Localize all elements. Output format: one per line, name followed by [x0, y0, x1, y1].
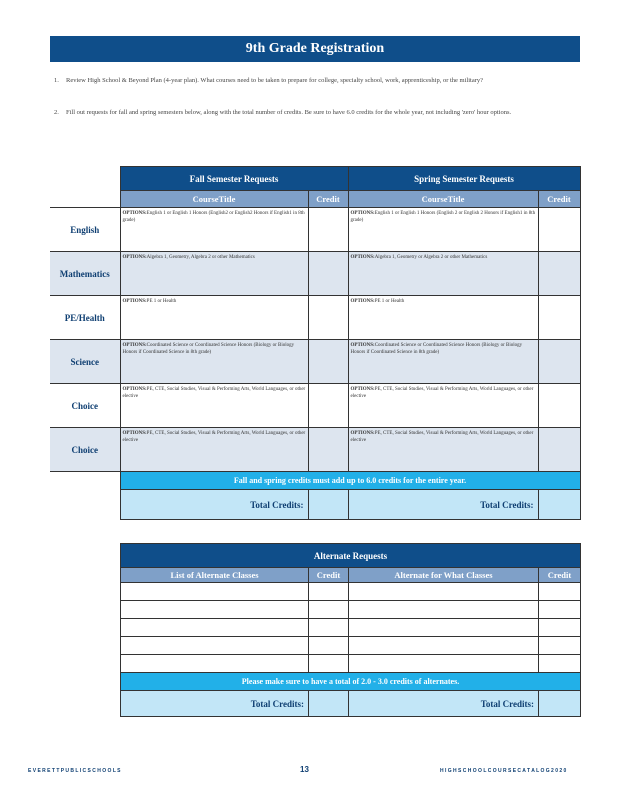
alternate-credit-header: Credit — [309, 568, 349, 583]
fall-credit-cell[interactable] — [308, 208, 348, 252]
instruction-1-text: Review High School & Beyond Plan (4-year plan). What courses need to be taken to prepare for college, specialty school, work, apprenticeship, or the military? — [66, 77, 484, 84]
spring-credit-cell[interactable] — [538, 384, 580, 428]
spring-course-cell[interactable]: OPTIONS:PE 1 or Health — [348, 296, 538, 340]
alternate-for-credit-cell[interactable] — [539, 619, 581, 637]
fall-credit-cell[interactable] — [308, 384, 348, 428]
spring-course-cell[interactable]: OPTIONS:Algebra 1, Geometry or Algebra 2 or other Mathematics — [348, 252, 538, 296]
alternate-class-cell[interactable] — [121, 619, 309, 637]
fall-credit-cell[interactable] — [308, 296, 348, 340]
spring-credit-cell[interactable] — [538, 340, 580, 384]
spring-course-title-header: CourseTitle — [348, 191, 538, 208]
spring-credit-cell[interactable] — [538, 252, 580, 296]
alternate-for-cell[interactable] — [349, 619, 539, 637]
fall-course-cell[interactable]: OPTIONS:Algebra 1, Geometry, Algebra 2 or other Mathematics — [120, 252, 308, 296]
spring-credit-cell[interactable] — [538, 428, 580, 472]
fall-total-credits-label: Total Credits: — [120, 490, 308, 520]
alternate-for-header: Alternate for What Classes — [349, 568, 539, 583]
fall-semester-header: Fall Semester Requests — [120, 167, 348, 191]
alternate-for-credit-cell[interactable] — [539, 655, 581, 673]
requests-table — [50, 166, 581, 520]
alternate-class-cell[interactable] — [121, 655, 309, 673]
fall-credit-cell[interactable] — [308, 252, 348, 296]
fall-credit-cell[interactable] — [308, 428, 348, 472]
row-label: Choice — [50, 384, 120, 428]
alternate-credit-cell[interactable] — [309, 583, 349, 601]
fall-credit-cell[interactable] — [308, 340, 348, 384]
alternate-credit-cell[interactable] — [309, 619, 349, 637]
spring-total-credits-label: Total Credits: — [348, 490, 538, 520]
table-row — [121, 583, 581, 601]
alternate-for-total-credits-field[interactable] — [539, 691, 581, 717]
alternate-list-header: List of Alternate Classes — [121, 568, 309, 583]
table-row — [121, 655, 581, 673]
alternates-table — [120, 543, 581, 717]
alternate-credit-cell[interactable] — [309, 655, 349, 673]
instruction-2: 2. Fill out requests for fall and spring semesters below, along with the total number of credits. Be sure to have 6.0 credits for the whole year, not including 'zero' hour options. — [54, 109, 512, 116]
alternate-total-credits-label: Total Credits: — [121, 691, 309, 717]
table-row — [50, 340, 580, 384]
alternate-for-cell[interactable] — [349, 601, 539, 619]
alternate-requests-header: Alternate Requests — [121, 544, 581, 568]
spring-credit-header: Credit — [538, 191, 580, 208]
spring-course-cell[interactable]: OPTIONS:Coordinated Science or Coordinated Science Honors (Biology or Biology Honors if Coordinated Science in 8th grade) — [348, 340, 538, 384]
spring-credit-cell[interactable] — [538, 208, 580, 252]
alternate-for-credit-cell[interactable] — [539, 601, 581, 619]
row-label: Choice — [50, 428, 120, 472]
page-title: 9th Grade Registration — [50, 36, 580, 62]
alternates-note: Please make sure to have a total of 2.0 - 3.0 credits of alternates. — [121, 673, 581, 691]
footer-catalog: H I G H S C H O O L C O U R S E C A T A L O G 2 0 2 0 — [440, 768, 567, 774]
alternate-class-cell[interactable] — [121, 601, 309, 619]
alternate-credit-cell[interactable] — [309, 637, 349, 655]
fall-course-cell[interactable]: OPTIONS:PE 1 or Health — [120, 296, 308, 340]
alternate-for-cell[interactable] — [349, 655, 539, 673]
fall-course-cell[interactable]: OPTIONS:Coordinated Science or Coordinated Science Honors (Biology or Biology Honors if Coordinated Science in 8th grade) — [120, 340, 308, 384]
alternate-for-cell[interactable] — [349, 583, 539, 601]
table-row — [50, 428, 580, 472]
alternate-total-credits-field[interactable] — [309, 691, 349, 717]
table-row — [121, 637, 581, 655]
spring-course-cell[interactable]: OPTIONS:PE, CTE, Social Studies, Visual & Performing Arts, World Languages, or other elective — [348, 428, 538, 472]
fall-course-title-header: CourseTitle — [120, 191, 308, 208]
fall-credit-header: Credit — [308, 191, 348, 208]
alternate-for-credit-header: Credit — [539, 568, 581, 583]
table-row — [121, 619, 581, 637]
row-label: Science — [50, 340, 120, 384]
alternate-for-cell[interactable] — [349, 637, 539, 655]
alternate-class-cell[interactable] — [121, 637, 309, 655]
fall-total-credits-field[interactable] — [308, 490, 348, 520]
fall-course-cell[interactable]: OPTIONS:PE, CTE, Social Studies, Visual & Performing Arts, World Languages, or other elective — [120, 384, 308, 428]
spring-course-cell[interactable]: OPTIONS:English 1 or English 1 Honors (English 2 or English 2 Honors if English1 in 8th grade) — [348, 208, 538, 252]
table-row — [50, 384, 580, 428]
row-label: PE/Health — [50, 296, 120, 340]
table-row — [50, 208, 580, 252]
spring-total-credits-field[interactable] — [538, 490, 580, 520]
page-number: 13 — [300, 765, 309, 774]
spring-credit-cell[interactable] — [538, 296, 580, 340]
fall-course-cell[interactable]: OPTIONS:PE, CTE, Social Studies, Visual & Performing Arts, World Languages, or other elective — [120, 428, 308, 472]
row-label: English — [50, 208, 120, 252]
alternate-credit-cell[interactable] — [309, 601, 349, 619]
credits-note: Fall and spring credits must add up to 6.0 credits for the entire year. — [120, 472, 580, 490]
table-row — [50, 296, 580, 340]
row-label: Mathematics — [50, 252, 120, 296]
alternate-for-total-credits-label: Total Credits: — [349, 691, 539, 717]
table-row — [121, 601, 581, 619]
spring-course-cell[interactable]: OPTIONS:PE, CTE, Social Studies, Visual & Performing Arts, World Languages, or other elective — [348, 384, 538, 428]
alternate-class-cell[interactable] — [121, 583, 309, 601]
instruction-1: 1. Review High School & Beyond Plan (4-year plan). What courses need to be taken to prepare for college, specialty school, work, apprenticeship, or the military? — [54, 77, 484, 84]
spring-semester-header: Spring Semester Requests — [348, 167, 580, 191]
fall-course-cell[interactable]: OPTIONS:English 1 or English 1 Honors (English2 or English2 Honors if English1 in 8th grade) — [120, 208, 308, 252]
table-row — [50, 252, 580, 296]
footer-district: E V E R E T T P U B L I C S C H O O L S — [28, 768, 121, 774]
alternate-for-credit-cell[interactable] — [539, 583, 581, 601]
instruction-2-text: Fill out requests for fall and spring semesters below, along with the total number of credits. Be sure to have 6.0 credits for the whole year, not including 'zero' hour options. — [66, 109, 512, 116]
alternate-for-credit-cell[interactable] — [539, 637, 581, 655]
